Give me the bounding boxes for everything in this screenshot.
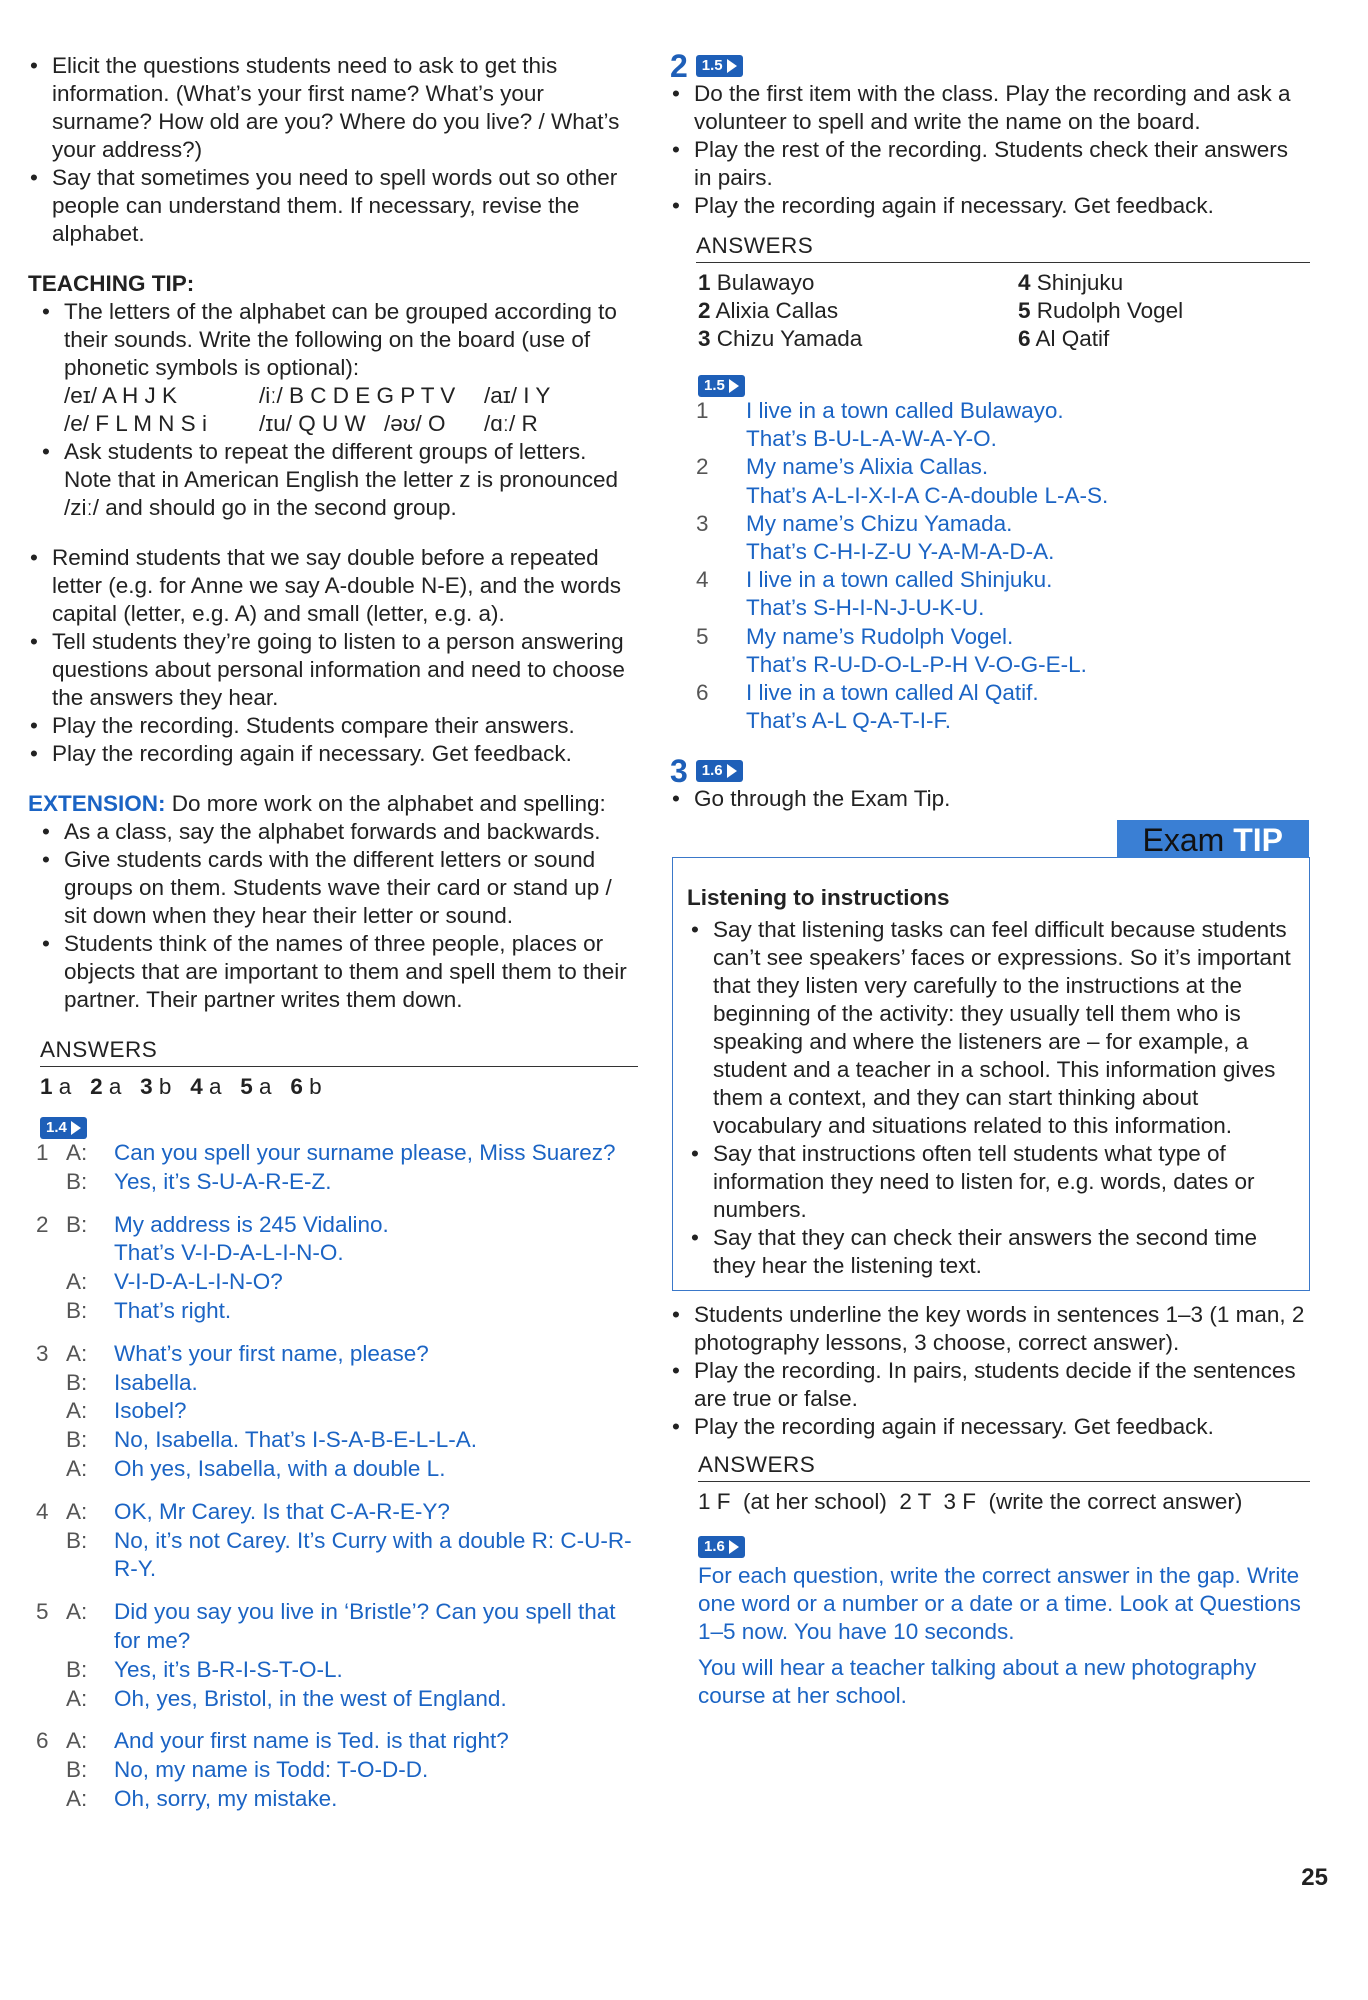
dialogue-line bbox=[36, 1168, 638, 1197]
transcript-number-blank bbox=[696, 425, 746, 453]
answers-line bbox=[40, 1073, 638, 1101]
dialogue-number bbox=[36, 1426, 66, 1455]
dialogue-line bbox=[36, 1369, 638, 1398]
audioscript-1-5 bbox=[696, 397, 1108, 735]
dialogue-text: OK, Mr Carey. Is that C-A-R-E-Y? bbox=[114, 1498, 450, 1524]
list-item bbox=[40, 298, 638, 438]
answer-item: 1 Bulawayo bbox=[698, 270, 815, 295]
answer-number: 4 bbox=[190, 1074, 203, 1099]
transcript-line bbox=[696, 510, 1108, 538]
exercise-3-bullets bbox=[670, 785, 1310, 813]
transcript-number-blank bbox=[696, 707, 746, 735]
transcript-line bbox=[696, 397, 1108, 425]
answers-section bbox=[40, 1036, 638, 1101]
dialogue-text: No, my name is Todd: T-O-D-D. bbox=[114, 1757, 429, 1783]
track-number: 1.5 bbox=[701, 57, 723, 74]
dialogue-line bbox=[36, 1268, 638, 1297]
answers-heading: ANSWERS bbox=[40, 1036, 638, 1067]
speaker: A: bbox=[66, 1498, 88, 1524]
dialogue-number bbox=[36, 1369, 66, 1398]
right-column bbox=[670, 48, 1310, 1710]
speaker: A: bbox=[66, 1728, 88, 1754]
speaker: B: bbox=[66, 1297, 88, 1323]
transcript-number: 5 bbox=[696, 623, 709, 649]
dialogue-text: Yes, it’s S-U-A-R-E-Z. bbox=[114, 1168, 332, 1194]
transcript-text: I live in a town called Bulawayo. bbox=[746, 398, 1064, 423]
audio-track-badge[interactable] bbox=[40, 1117, 87, 1139]
list-item: • Students underline the key words in sentences 1–3 (1 man, 2 photography lessons, 3 choose, correct answer). bbox=[670, 1301, 1310, 1357]
dialogue-text: That’s right. bbox=[114, 1297, 232, 1323]
list-item: • Go through the Exam Tip. bbox=[670, 785, 1310, 813]
list-item: • Tell students they’re going to listen to a person answering questions about personal information and need to choose the answers they hear. bbox=[28, 628, 638, 712]
list-item: • Remind students that we say double before a repeated letter (e.g. for Anne we say A-double N-E), and the words capital (letter, e.g. A) and small (letter, e.g. a). bbox=[28, 544, 638, 628]
play-icon bbox=[729, 379, 739, 393]
list-item: • Play the recording again if necessary. Get feedback. bbox=[670, 192, 1310, 220]
answer-value: b bbox=[309, 1074, 322, 1099]
speaker: A: bbox=[66, 1340, 88, 1366]
dialogue-text: My address is 245 Vidalino. bbox=[114, 1211, 389, 1237]
answer-number: 5 bbox=[240, 1074, 253, 1099]
speaker: A: bbox=[66, 1685, 88, 1711]
dialogue-text: Can you spell your surname please, Miss Suarez? bbox=[114, 1140, 616, 1165]
list-item: • Play the recording. Students compare their answers. bbox=[28, 712, 638, 740]
dialogue-number bbox=[36, 1397, 66, 1426]
answer-value: a bbox=[208, 1074, 222, 1099]
speaker: A: bbox=[66, 1599, 88, 1625]
speaker bbox=[66, 1239, 114, 1268]
dialogue-text: Oh, yes, Bristol, in the west of England. bbox=[114, 1685, 507, 1711]
transcript-number: 6 bbox=[696, 680, 709, 706]
audio-track-badge[interactable] bbox=[696, 760, 743, 782]
transcript-line bbox=[696, 679, 1108, 707]
phonetic-group: /aɪ/ I Y bbox=[484, 383, 551, 408]
procedure-bullets-2 bbox=[670, 1301, 1310, 1441]
speaker: A: bbox=[66, 1455, 88, 1481]
answer-number: 6 bbox=[290, 1074, 303, 1099]
list-item: • Give students cards with the different letters or sound groups on them. Students wave their card or stand up / sit down when they hear their letter or sound. bbox=[40, 846, 638, 930]
page-number: 25 bbox=[1301, 1864, 1328, 1891]
dialogue-number: 2 bbox=[36, 1211, 49, 1237]
answer-item: 3 Chizu Yamada bbox=[698, 326, 863, 351]
speaker: A: bbox=[66, 1785, 88, 1811]
transcript-spelling: That’s A-L Q-A-T-I-F. bbox=[746, 708, 952, 734]
dialogue-text: That’s V-I-D-A-L-I-N-O. bbox=[114, 1240, 344, 1266]
dialogue-number bbox=[36, 1756, 66, 1785]
play-icon bbox=[729, 1540, 739, 1554]
transcript-text: I live in a town called Shinjuku. bbox=[746, 567, 1053, 593]
dialogue-line bbox=[36, 1455, 638, 1484]
dialogue-spacer bbox=[36, 1326, 638, 1340]
phonetic-group: /ɪu/ Q U W bbox=[259, 411, 366, 436]
exercise-number: 2 bbox=[670, 48, 688, 84]
dialogue-spacer bbox=[36, 1584, 638, 1598]
extension-heading bbox=[28, 790, 638, 818]
transcript-text: My name’s Chizu Yamada. bbox=[746, 510, 1013, 536]
list-item: • Play the recording again if necessary. Get feedback. bbox=[670, 1413, 1310, 1441]
phonetic-row-2 bbox=[64, 410, 638, 438]
speaker: A: bbox=[66, 1140, 88, 1165]
exercise-3-header bbox=[670, 753, 1310, 790]
dialogue-number: 4 bbox=[36, 1498, 49, 1524]
audio-track-badge[interactable] bbox=[698, 375, 745, 397]
dialogue-line bbox=[36, 1527, 638, 1585]
transcript-line bbox=[696, 594, 1108, 622]
dialogue-number bbox=[36, 1785, 66, 1814]
dialogue-text: No, Isabella. That’s I-S-A-B-E-L-L-A. bbox=[114, 1427, 478, 1453]
dialogue-number bbox=[36, 1455, 66, 1484]
transcript-text: I live in a town called Al Qatif. bbox=[746, 680, 1039, 706]
answer-value: a bbox=[108, 1074, 122, 1099]
list-item: • Say that listening tasks can feel difficult because students can’t see speakers’ faces or expressions. So it’s important that they listen very carefully to the instructions at the beginning of the activity: they usually tell them who is speaking and where the listeners are – for example, a student and a teacher in a school. This information gives them a context, and they can start thinking about vocabulary and situations related to this information. bbox=[689, 916, 1295, 1140]
track-number: 1.6 bbox=[701, 762, 723, 780]
speaker: B: bbox=[66, 1211, 88, 1237]
phonetic-group: /e/ F L M N S i bbox=[64, 411, 207, 436]
dialogue-number: 5 bbox=[36, 1599, 49, 1625]
left-column bbox=[28, 52, 638, 1828]
transcript-spelling: That’s A-L-I-X-I-A C-A-double L-A-S. bbox=[746, 482, 1109, 508]
dialogue-number bbox=[36, 1656, 66, 1685]
dialogue-line bbox=[36, 1340, 638, 1369]
answers-heading: ANSWERS bbox=[696, 232, 1310, 263]
transcript-number-blank bbox=[696, 538, 746, 566]
dialogue-line bbox=[36, 1756, 638, 1785]
play-icon bbox=[727, 764, 737, 778]
answer-value: a bbox=[259, 1074, 272, 1099]
transcript-number-blank bbox=[696, 651, 746, 679]
list-item: • Ask students to repeat the different groups of letters. Note that in American English the letter z is pronounced /ziː/ and should go in the second group. bbox=[40, 438, 638, 522]
exam-tip-bullets bbox=[689, 916, 1295, 1280]
dialogue-line bbox=[36, 1426, 638, 1455]
list-item: • Play the recording. In pairs, students decide if the sentences are true or false. bbox=[670, 1357, 1310, 1413]
list-item: • Say that sometimes you need to spell words out so other people can understand them. If necessary, revise the alphabet. bbox=[28, 164, 638, 248]
dialogue-line bbox=[36, 1397, 638, 1426]
exercise-2-bullets bbox=[670, 80, 1310, 220]
intro-bullets bbox=[28, 52, 638, 248]
dialogue-number bbox=[36, 1268, 66, 1297]
dialogue-number: 1 bbox=[36, 1140, 49, 1165]
dialogue-spacer bbox=[36, 1484, 638, 1498]
transcript-line bbox=[696, 538, 1108, 566]
teaching-tip-bullets bbox=[40, 298, 638, 522]
phonetic-row-1 bbox=[64, 382, 638, 410]
play-icon bbox=[727, 59, 737, 73]
transcript-line bbox=[696, 651, 1108, 679]
dialogue-line bbox=[36, 1139, 638, 1168]
transcript-line bbox=[696, 453, 1108, 481]
dialogue-text: No, it’s not Carey. It’s Curry with a double R: C-U-R-R-Y. bbox=[114, 1527, 632, 1582]
dialogue-line bbox=[36, 1685, 638, 1714]
track-number: 1.6 bbox=[704, 1538, 725, 1556]
transcript-line bbox=[696, 707, 1108, 735]
dialogue-number bbox=[36, 1168, 66, 1197]
dialogue-spacer bbox=[36, 1814, 638, 1828]
dialogue-number bbox=[36, 1239, 66, 1268]
transcript-line bbox=[696, 566, 1108, 594]
extension-bullets bbox=[40, 818, 638, 1014]
answer-value: b bbox=[158, 1074, 172, 1099]
dialogue-line bbox=[36, 1727, 638, 1756]
audio-track-badge[interactable] bbox=[698, 1536, 745, 1558]
dialogue-text: Yes, it’s B-R-I-S-T-O-L. bbox=[114, 1656, 343, 1682]
audioscript-text: For each question, write the correct answer in the gap. Write one word or a number or a date or a time. Look at Questions 1–5 now. You have 10 seconds. bbox=[698, 1563, 1301, 1645]
answer-item: 6 Al Qatif bbox=[1018, 326, 1110, 351]
transcript-number-blank bbox=[696, 594, 746, 622]
answer-number: 2 bbox=[90, 1074, 103, 1099]
extension-text: Do more work on the alphabet and spelling: bbox=[165, 791, 606, 816]
list-item: • Students think of the names of three people, places or objects that are important to them and spell them to their partner. Their partner writes them down. bbox=[40, 930, 638, 1014]
audioscript-text: You will hear a teacher talking about a new photography course at her school. bbox=[698, 1655, 1257, 1709]
dialogue-spacer bbox=[36, 1197, 638, 1211]
transcript-spelling: That’s B-U-L-A-W-A-Y-O. bbox=[746, 426, 997, 452]
audioscript-1-4 bbox=[36, 1139, 638, 1828]
dialogue-text: What’s your first name, please? bbox=[114, 1340, 429, 1366]
audio-track-badge[interactable] bbox=[696, 55, 743, 77]
tip-text: The letters of the alphabet can be grouped according to their sounds. Write the following on the board (use of phonetic symbols is optional): bbox=[64, 299, 617, 380]
dialogue-text: Oh, sorry, my mistake. bbox=[114, 1785, 338, 1811]
speaker: A: bbox=[66, 1269, 88, 1295]
exam-tip-title: Listening to instructions bbox=[687, 885, 950, 911]
transcript-spelling: That’s C-H-I-Z-U Y-A-M-A-D-A. bbox=[746, 539, 1055, 565]
transcript-spelling: That’s S-H-I-N-J-U-K-U. bbox=[746, 595, 985, 621]
answers-grid bbox=[698, 269, 1310, 353]
dialogue-line bbox=[36, 1239, 638, 1268]
transcript-number: 2 bbox=[696, 454, 709, 480]
transcript-text: My name’s Alixia Callas. bbox=[746, 454, 989, 480]
dialogue-number bbox=[36, 1685, 66, 1714]
transcript-text: My name’s Rudolph Vogel. bbox=[746, 623, 1014, 649]
speaker: B: bbox=[66, 1527, 88, 1553]
dialogue-text: Isobel? bbox=[114, 1398, 187, 1424]
transcript-number: 1 bbox=[696, 398, 709, 423]
transcript-spelling: That’s R-U-D-O-L-P-H V-O-G-E-L. bbox=[746, 651, 1087, 677]
dialogue-number: 3 bbox=[36, 1340, 49, 1366]
dialogue-spacer bbox=[36, 1713, 638, 1727]
phonetic-group: /ɑː/ R bbox=[484, 411, 538, 436]
transcript-number-blank bbox=[696, 482, 746, 510]
phonetic-group: /iː/ B C D E G P T V bbox=[259, 383, 456, 408]
answers-section-2 bbox=[698, 1451, 1310, 1710]
list-item: • Say that they can check their answers the second time they hear the listening text. bbox=[689, 1224, 1295, 1280]
answers-line: 1 F (at her school) 2 T 3 F (write the correct answer) bbox=[698, 1489, 1243, 1515]
track-number: 1.4 bbox=[46, 1119, 67, 1136]
dialogue-text: Did you say you live in ‘Bristle’? Can you spell that for me? bbox=[114, 1599, 616, 1653]
list-item: • Say that instructions often tell students what type of information they need to listen for, e.g. words, dates or numbers. bbox=[689, 1140, 1295, 1224]
track-number: 1.5 bbox=[704, 377, 725, 394]
exercise-number: 3 bbox=[670, 753, 688, 790]
answers-heading: ANSWERS bbox=[698, 1451, 1310, 1482]
transcript-number: 3 bbox=[696, 510, 709, 536]
extension-label: EXTENSION: bbox=[28, 791, 166, 816]
answer-value: a bbox=[58, 1074, 72, 1099]
answer-item: 2 Alixia Callas bbox=[698, 298, 839, 323]
dialogue-line bbox=[36, 1656, 638, 1685]
list-item: • Do the first item with the class. Play the recording and ask a volunteer to spell and write the name on the board. bbox=[670, 80, 1310, 136]
procedure-bullets bbox=[28, 544, 638, 768]
teaching-tip-title: TEACHING TIP: bbox=[28, 271, 195, 296]
dialogue-line bbox=[36, 1785, 638, 1814]
dialogue-number bbox=[36, 1527, 66, 1585]
dialogue-number bbox=[36, 1297, 66, 1326]
phonetic-group: /əʊ/ O bbox=[384, 411, 446, 436]
exam-tip-tab bbox=[1117, 820, 1309, 858]
dialogue-text: And your first name is Ted. is that right? bbox=[114, 1728, 509, 1754]
speaker: B: bbox=[66, 1168, 88, 1194]
exam-tip-label: Exam bbox=[1142, 822, 1234, 859]
transcript-number: 4 bbox=[696, 567, 709, 593]
transcript-line bbox=[696, 425, 1108, 453]
exam-tip-box bbox=[672, 822, 1310, 1291]
dialogue-line bbox=[36, 1297, 638, 1326]
speaker: B: bbox=[66, 1427, 88, 1453]
list-item: • Elicit the questions students need to ask to get this information. (What’s your first name? What’s your surname? How old are you? Where do you live? / What’s your address?) bbox=[28, 52, 638, 164]
dialogue-line bbox=[36, 1498, 638, 1527]
dialogue-text: V-I-D-A-L-I-N-O? bbox=[114, 1269, 283, 1295]
list-item: • As a class, say the alphabet forwards and backwards. bbox=[40, 818, 638, 846]
transcript-line bbox=[696, 623, 1108, 651]
transcript-line bbox=[696, 482, 1108, 510]
dialogue-text: Isabella. bbox=[114, 1369, 198, 1395]
exam-tip-label-bold: TIP bbox=[1233, 822, 1283, 859]
dialogue-line bbox=[36, 1598, 638, 1656]
play-icon bbox=[71, 1121, 81, 1135]
speaker: A: bbox=[66, 1398, 88, 1424]
dialogue-text: Oh yes, Isabella, with a double L. bbox=[114, 1455, 446, 1481]
answer-number: 1 bbox=[40, 1074, 53, 1099]
answer-number: 3 bbox=[140, 1074, 153, 1099]
speaker: B: bbox=[66, 1369, 88, 1395]
phonetic-group: /eɪ/ A H J K bbox=[64, 383, 178, 408]
speaker: B: bbox=[66, 1757, 88, 1783]
exercise-2-header bbox=[670, 48, 1310, 84]
answer-item: 4 Shinjuku bbox=[1018, 270, 1124, 295]
dialogue-line bbox=[36, 1211, 638, 1240]
speaker: B: bbox=[66, 1656, 88, 1682]
answer-item: 5 Rudolph Vogel bbox=[1018, 298, 1184, 323]
dialogue-number: 6 bbox=[36, 1728, 49, 1754]
list-item: • Play the recording again if necessary. Get feedback. bbox=[28, 740, 638, 768]
list-item: • Play the rest of the recording. Students check their answers in pairs. bbox=[670, 136, 1310, 192]
